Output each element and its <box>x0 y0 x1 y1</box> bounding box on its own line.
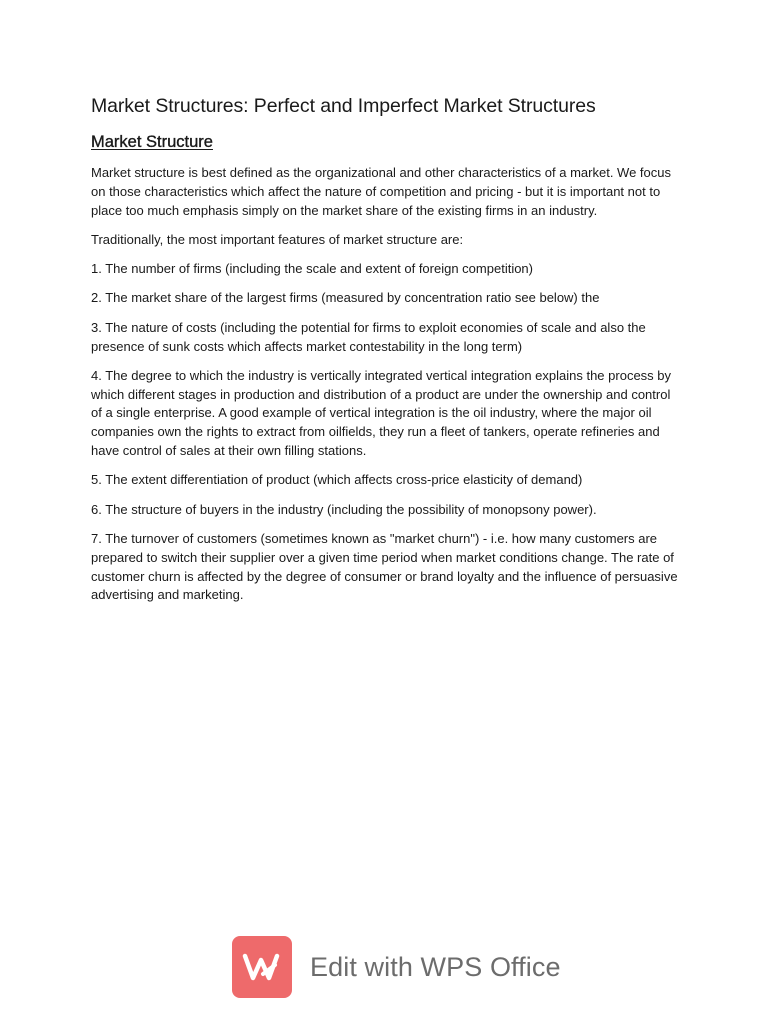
paragraph-intro: Market structure is best defined as the organizational and other characteristics of a market. We focus on those characteristics which affect the nature of competition and pricing - but it is important not to place too much emphasis simply on the market share of the existing firms in an industry. <box>91 165 671 218</box>
list-item-differentiation: 5. The extent differentiation of product (which affects cross-price elasticity of demand) <box>91 472 583 488</box>
list-item-number-of-firms: 1. The number of firms (including the scale and extent of foreign competition) <box>91 261 533 277</box>
document-page <box>91 92 681 616</box>
list-item-buyers: 6. The structure of buyers in the industry (including the possibility of monopsony power). <box>91 501 597 517</box>
list-item-vertical-integration: 4. The degree to which the industry is vertically integrated vertical integration explains the process by which different stages in production and distribution of a product are under the ownership and control of a single enterprise. A good example of vertical integration is the oil industry, where the major oil companies own the rights to extract from oilfields, they run a fleet of tankers, operate refineries and have control of sales at their own filling stations. <box>91 367 672 459</box>
section-heading: Market Structure <box>91 133 213 151</box>
list-item-nature-of-costs: 3. The nature of costs (including the potential for firms to exploit economies of scale and also the presence of sunk costs which affects market contestability in the long term) <box>91 319 646 354</box>
list-item-customer-turnover: 7. The turnover of customers (sometimes known as "market churn") - i.e. how many customers are prepared to switch their supplier over a given time period when market conditions change. The rate of customer churn is affected by the degree of consumer or brand loyalty and the influence of persuasive advertising and marketing. <box>91 530 678 603</box>
edit-with-wps-badge[interactable] <box>232 936 561 998</box>
wps-badge-label: Edit with WPS Office <box>310 951 561 982</box>
list-item-market-share: 2. The market share of the largest firms (measured by concentration ratio see below) the <box>91 290 600 306</box>
document-title: Market Structures: Perfect and Imperfect Market Structures <box>91 95 596 117</box>
wps-logo-icon <box>232 936 292 998</box>
paragraph-features-intro: Traditionally, the most important features of market structure are: <box>91 231 464 247</box>
